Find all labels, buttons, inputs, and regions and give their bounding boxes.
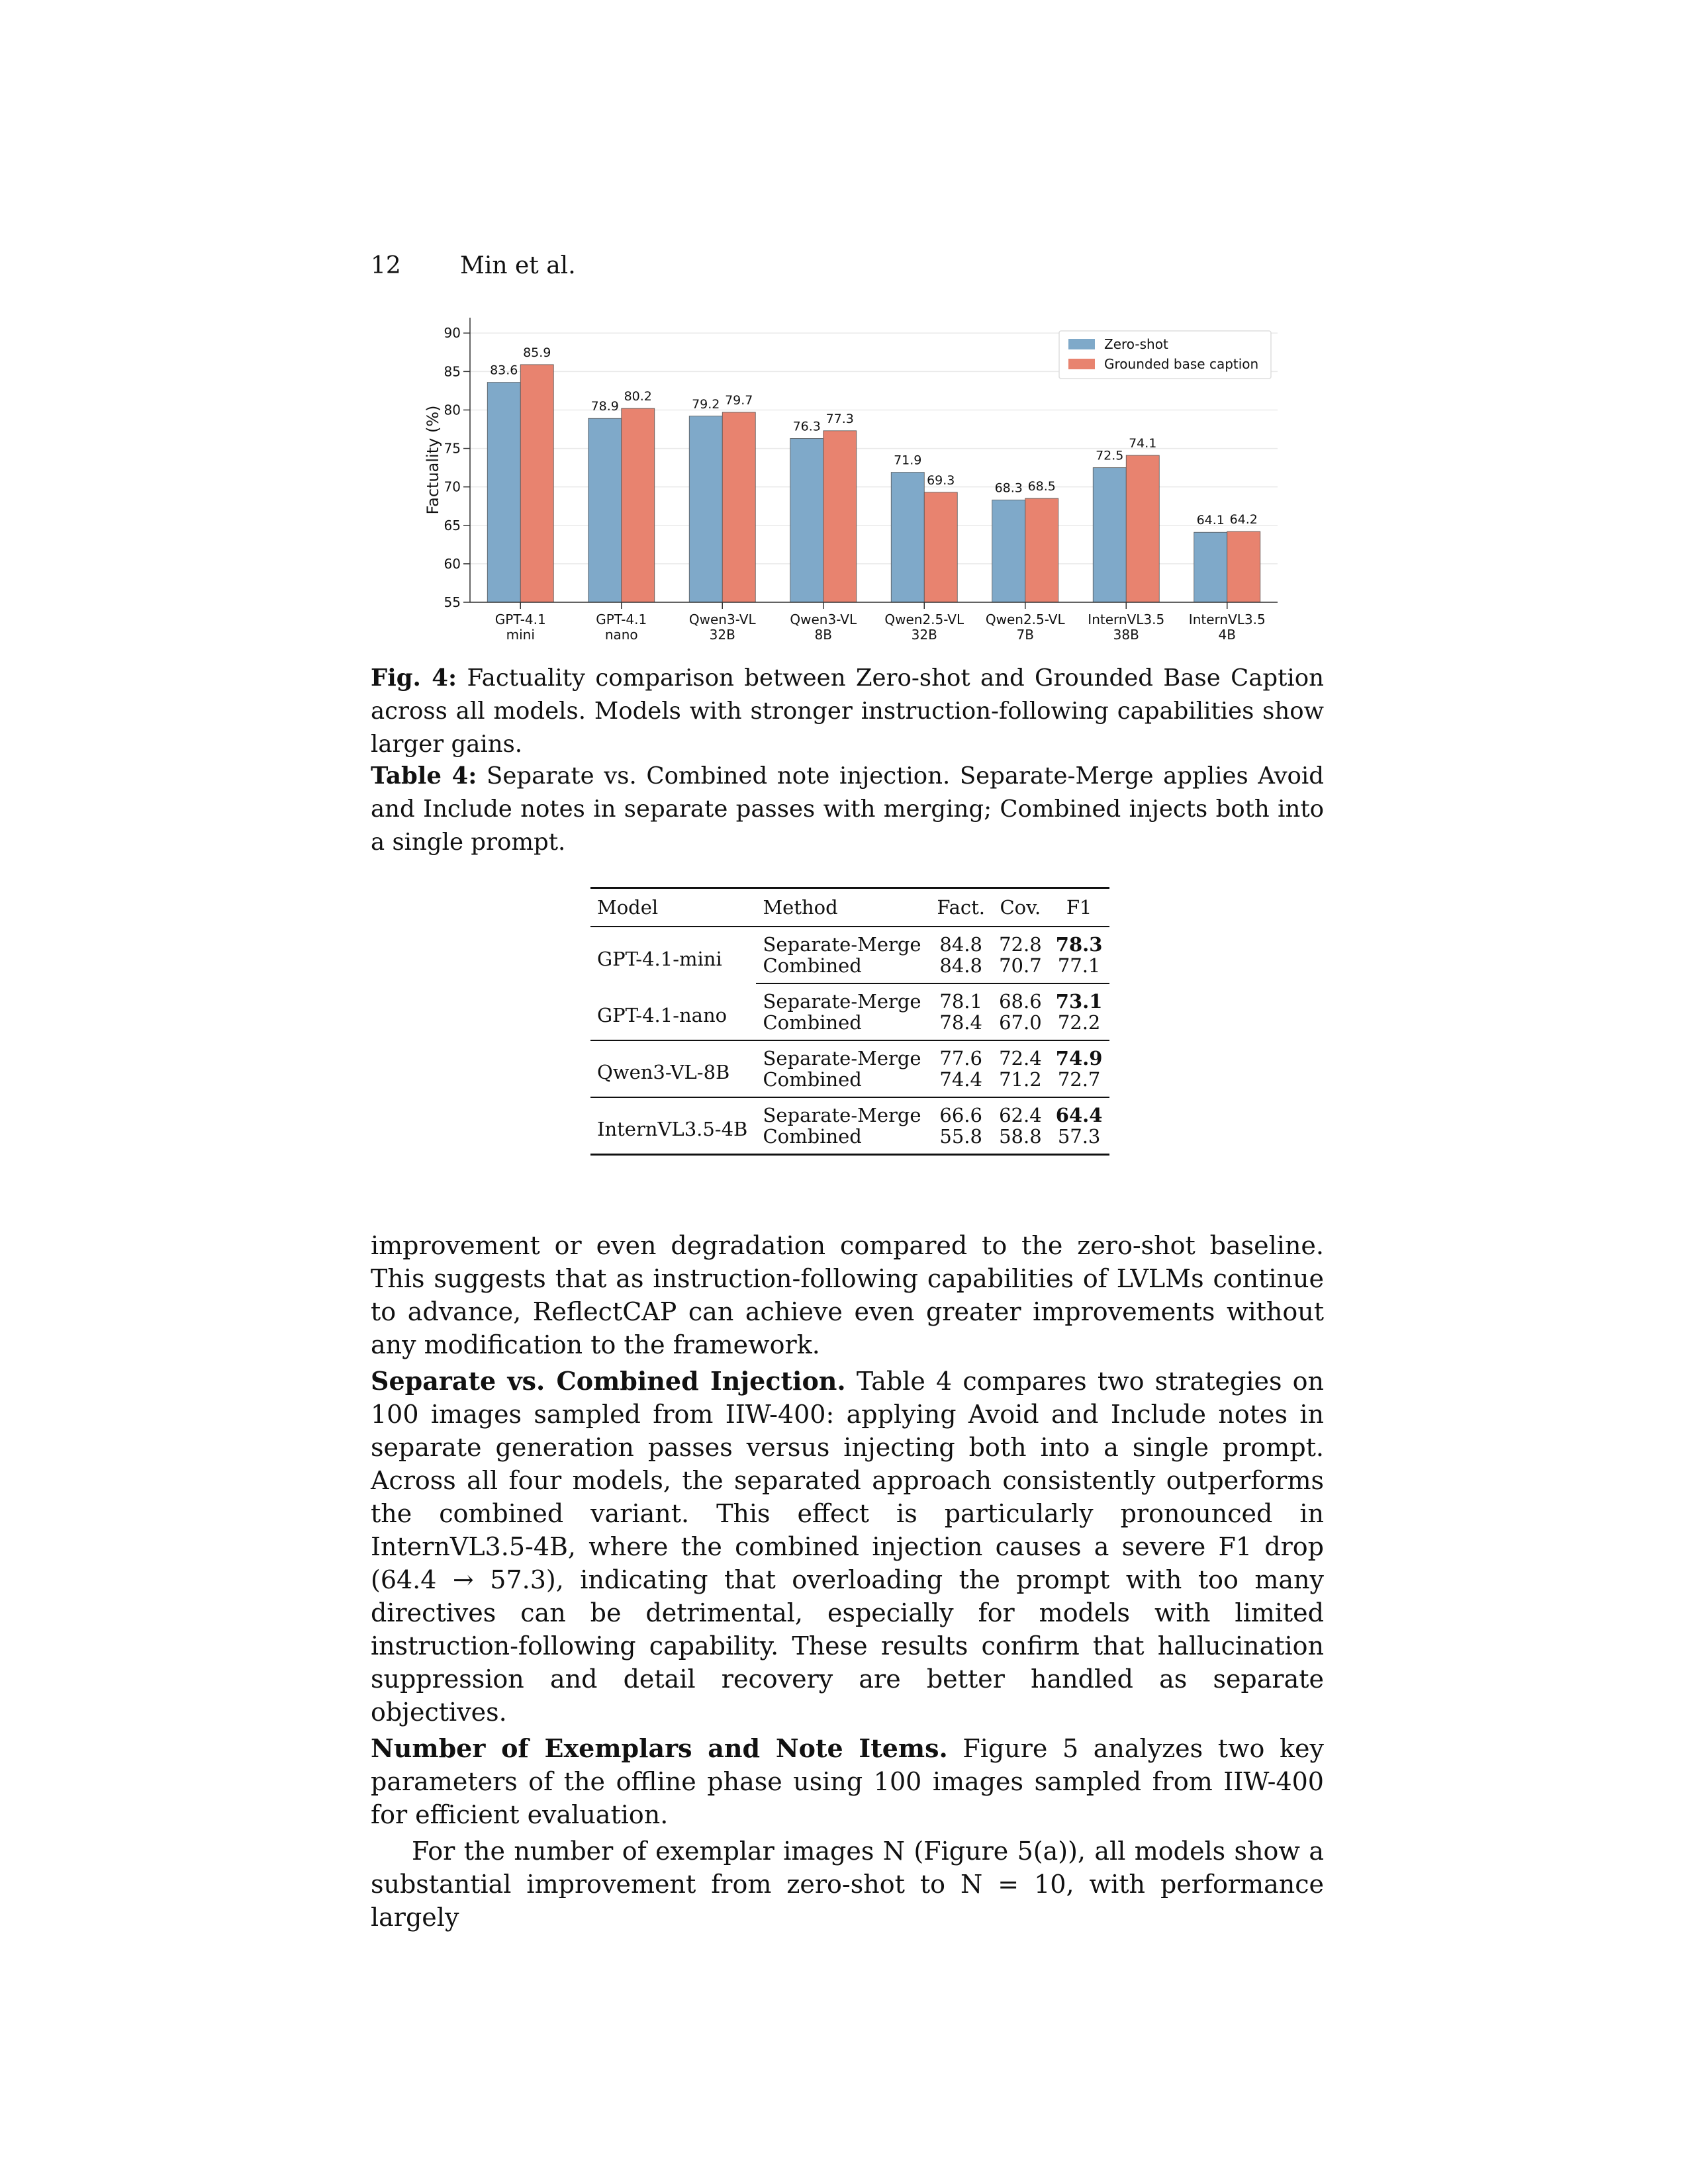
table-caption (371, 760, 1324, 859)
x-tick-label: 32B (911, 627, 937, 643)
fact-cell: 66.6 (939, 1104, 982, 1126)
bar-value-label: 68.5 (1027, 479, 1056, 494)
bar-grounded (520, 365, 553, 602)
table-row (590, 1040, 1109, 1069)
method-cell: Separate-Merge (763, 933, 921, 956)
x-tick-label: 4B (1218, 627, 1236, 643)
col-header-method: Method (756, 888, 929, 927)
y-tick-label: 70 (444, 478, 461, 495)
x-tick-label: Qwen2.5-VL (985, 612, 1065, 627)
paragraph: improvement or even degradation compared to the zero-shot baseline. This suggests that as instruction-following capabilities of LVLMs continue to advance, ReflectCAP can achieve even greater improvements without any modification to the framework. (371, 1231, 1324, 1359)
x-tick-label: 8B (814, 627, 832, 643)
factuality-bar-chart (371, 318, 1311, 649)
bar-grounded (924, 492, 957, 602)
f1-cell: 72.7 (1049, 1069, 1109, 1097)
bar-value-label: 85.9 (523, 345, 551, 360)
col-header-cov: Cov. (992, 888, 1049, 927)
bar-value-label: 83.6 (490, 363, 518, 378)
method-cell: Separate-Merge (763, 1104, 921, 1126)
y-tick-label: 85 (444, 363, 461, 380)
bar-grounded (823, 431, 857, 602)
y-tick-label: 60 (444, 555, 461, 572)
fact-cell: 84.8 (930, 955, 992, 983)
bar-value-label: 71.9 (894, 453, 922, 468)
bar-zero-shot (487, 383, 520, 602)
y-tick-label: 75 (444, 440, 461, 457)
body-text (371, 1229, 1324, 1937)
cov-cell: 72.8 (999, 933, 1042, 956)
fact-cell: 74.4 (930, 1069, 992, 1097)
table-row (590, 983, 1109, 1012)
results-table (590, 887, 1109, 1156)
bar-value-label: 79.2 (692, 396, 720, 412)
y-tick-label: 55 (444, 594, 461, 610)
x-tick-label: 38B (1113, 627, 1139, 643)
x-tick-label: Qwen3-VL (790, 612, 857, 627)
x-tick-label: nano (604, 627, 638, 643)
cov-cell: 58.8 (999, 1125, 1042, 1148)
y-tick-label: 90 (444, 325, 461, 341)
legend-swatch (1068, 359, 1095, 369)
bar-value-label: 69.3 (927, 473, 955, 488)
bar-value-label: 80.2 (624, 389, 652, 404)
x-tick-label: Qwen3-VL (688, 612, 756, 627)
col-header-model: Model (590, 888, 756, 927)
fact-cell: 84.8 (939, 933, 982, 956)
fact-cell: 77.6 (939, 1047, 982, 1069)
f1-cell: 57.3 (1057, 1125, 1101, 1148)
y-axis-label: Factuality (%) (424, 405, 442, 515)
bar-zero-shot (689, 416, 722, 602)
x-tick-label: InternVL3.5 (1088, 612, 1165, 627)
legend-label: Grounded base caption (1104, 356, 1259, 372)
bar-zero-shot (1093, 468, 1126, 602)
bar-value-label: 78.9 (590, 399, 619, 414)
x-tick-label: Qwen2.5-VL (884, 612, 964, 627)
bar-value-label: 77.3 (825, 411, 854, 426)
cov-cell: 62.4 (999, 1104, 1042, 1126)
y-tick-label: 80 (444, 402, 461, 418)
bar-grounded (722, 412, 755, 602)
x-tick-label: mini (506, 627, 535, 643)
y-tick-label: 65 (444, 517, 461, 533)
bar-value-label: 64.1 (1196, 513, 1225, 528)
fact-cell: 78.4 (930, 1012, 992, 1040)
f1-cell-best: 78.3 (1055, 933, 1103, 956)
method-cell: Combined (756, 1012, 929, 1040)
x-tick-label: GPT-4.1 (596, 612, 647, 627)
x-tick-label: 7B (1016, 627, 1034, 643)
table-row (590, 927, 1109, 955)
f1-cell: 72.2 (1049, 1012, 1109, 1040)
cov-cell: 68.6 (999, 990, 1042, 1013)
table-row (590, 1097, 1109, 1126)
x-tick-label: GPT-4.1 (494, 612, 546, 627)
fact-cell: 78.1 (939, 990, 982, 1013)
col-header-f1: F1 (1049, 888, 1109, 927)
bar-zero-shot (992, 500, 1025, 602)
cov-cell: 72.4 (999, 1047, 1042, 1069)
fact-cell: 55.8 (939, 1125, 982, 1148)
paragraph: For the number of exemplar images N (Figure 5(a)), all models show a substantial improvement from zero-shot to N = 10, with performance largely (371, 1837, 1324, 1932)
model-cell: GPT-4.1-nano (590, 983, 756, 1040)
paragraph (371, 1732, 1324, 1831)
table-caption-text: Separate vs. Combined note injection. Separate-Merge applies Avoid and Include notes in separate passes with merging; Combined injects both into a single prompt. (371, 762, 1324, 856)
bar-zero-shot (790, 438, 823, 602)
bar-zero-shot (588, 418, 622, 602)
legend-swatch (1068, 339, 1095, 349)
table-label: Table 4: (371, 762, 477, 790)
bar-value-label: 76.3 (792, 419, 821, 434)
f1-cell-best: 73.1 (1055, 990, 1103, 1013)
paragraph (371, 1365, 1324, 1729)
cov-cell: 71.2 (992, 1069, 1049, 1097)
model-cell: Qwen3-VL-8B (590, 1040, 756, 1097)
bar-grounded (1227, 531, 1260, 602)
method-cell: Separate-Merge (763, 1047, 921, 1069)
method-cell: Combined (756, 955, 929, 983)
method-cell: Separate-Merge (763, 990, 921, 1013)
figure-caption-text: Factuality comparison between Zero-shot and Grounded Base Caption across all models. Models with stronger instruction-following capabilities show larger gains. (371, 664, 1324, 758)
bar-zero-shot (1194, 532, 1227, 602)
method-cell: Combined (756, 1069, 929, 1097)
figure-label: Fig. 4: (371, 664, 457, 692)
running-header (371, 246, 576, 286)
cov-cell: 70.7 (992, 955, 1049, 983)
method-cell: Combined (763, 1125, 862, 1148)
bar-value-label: 68.3 (994, 480, 1023, 496)
f1-cell-best: 74.9 (1055, 1047, 1103, 1069)
legend-label: Zero-shot (1104, 336, 1168, 352)
x-tick-label: InternVL3.5 (1188, 612, 1266, 627)
paragraph-text: Table 4 compares two strategies on 100 images sampled from IIW-400: applying Avoid and Include notes in separate generation passes versus injecting both into a single prompt. Across all four models, the separated approach consistently outperforms the combined variant. This effect is particularly pronounced in InternVL3.5-4B, where the combined injection causes a severe F1 drop (64.4 → 57.3), indicating that overloading the prompt with too many directives can be detrimental, especially for models with limited instruction-following capability. These results confirm that hallucination suppression and detail recovery are better handled as separate objectives. (371, 1367, 1324, 1727)
running-title: Min et al. (460, 252, 576, 279)
bar-value-label: 64.2 (1229, 512, 1258, 527)
page-number: 12 (371, 252, 401, 279)
paragraph-heading: Number of Exemplars and Note Items. (371, 1733, 948, 1763)
bar-grounded (622, 408, 655, 602)
bar-value-label: 79.7 (725, 392, 753, 408)
f1-cell-best: 64.4 (1055, 1104, 1103, 1126)
bar-grounded (1126, 455, 1159, 602)
col-header-fact: Fact. (930, 888, 992, 927)
model-cell: InternVL3.5-4B (597, 1118, 748, 1140)
cov-cell: 67.0 (992, 1012, 1049, 1040)
x-tick-label: 32B (709, 627, 735, 643)
f1-cell: 77.1 (1049, 955, 1109, 983)
bar-zero-shot (891, 473, 924, 602)
model-cell: GPT-4.1-mini (597, 947, 722, 970)
bar-value-label: 74.1 (1129, 436, 1157, 451)
paragraph-heading: Separate vs. Combined Injection. (371, 1366, 846, 1396)
bar-value-label: 72.5 (1096, 448, 1124, 463)
paragraph-text: Figure 5 analyzes two key parameters of the offline phase using 100 images sampled from IIW-400 for efficient evaluation. (371, 1734, 1324, 1829)
bar-grounded (1025, 498, 1058, 602)
table-header-row (590, 888, 1109, 927)
figure-caption (371, 662, 1324, 761)
